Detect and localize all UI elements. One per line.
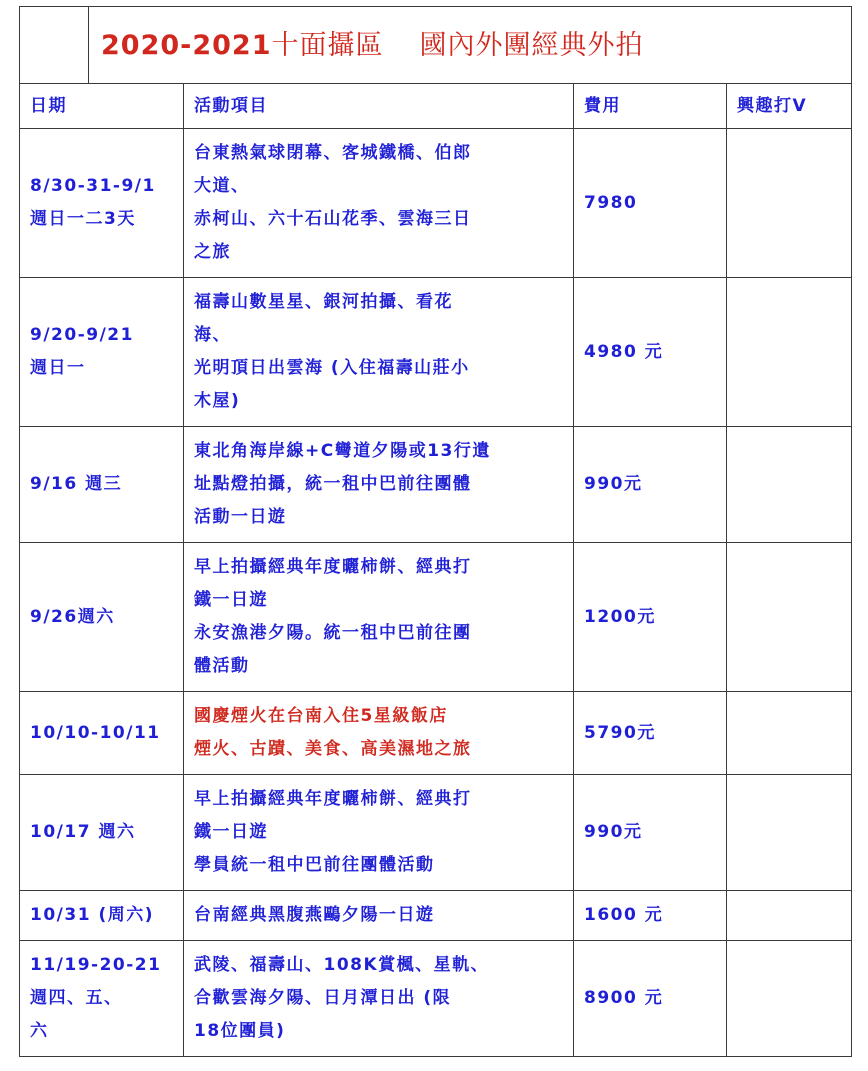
- interest-cell[interactable]: [727, 427, 852, 543]
- activity-line: 鐵一日遊: [194, 590, 268, 610]
- activity-cell: [184, 543, 574, 692]
- fee-cell: 990元: [574, 427, 727, 543]
- activity-line: 活動一日遊: [194, 507, 287, 527]
- date-cell: [20, 941, 184, 1057]
- date-line: 9/16 週三: [30, 474, 123, 494]
- activity-cell: [184, 775, 574, 891]
- table-row: [20, 941, 852, 1057]
- date-line: 10/17 週六: [30, 822, 136, 842]
- date-line: 10/31 (周六): [30, 905, 154, 925]
- interest-cell[interactable]: [727, 941, 852, 1057]
- date-cell: [20, 427, 184, 543]
- date-line: 六: [30, 1021, 49, 1041]
- table-row: [20, 692, 852, 775]
- activity-cell: [184, 891, 574, 941]
- date-line: 週日一: [30, 358, 86, 378]
- activity-line: 早上拍攝經典年度曬柿餅、經典打: [194, 557, 472, 577]
- activity-line: 體活動: [194, 656, 250, 676]
- fee-cell: 1600 元: [574, 891, 727, 941]
- date-cell: [20, 891, 184, 941]
- fee-cell: 5790元: [574, 692, 727, 775]
- header-date: 日期: [20, 84, 184, 129]
- header-row: [20, 84, 852, 129]
- activity-line: 福壽山數星星、銀河拍攝、看花: [194, 292, 453, 312]
- activity-line: 學員統一租中巴前往團體活動: [194, 855, 435, 875]
- activity-line: 木屋): [194, 391, 241, 411]
- table-row: [20, 129, 852, 278]
- activity-line: 煙火、古蹟、美食、高美濕地之旅: [194, 739, 472, 759]
- fee-cell: 4980 元: [574, 278, 727, 427]
- date-line: 9/20-9/21: [30, 325, 134, 345]
- date-line: 週四、五、: [30, 988, 123, 1008]
- activity-line: 大道、: [194, 176, 250, 196]
- activity-line: 之旅: [194, 242, 231, 262]
- fee-cell: 1200元: [574, 543, 727, 692]
- title-row: [20, 7, 852, 84]
- activity-line: 光明頂日出雲海 (入住福壽山莊小: [194, 358, 470, 378]
- title-name: 十面攝區: [271, 29, 384, 61]
- fee-cell: 990元: [574, 775, 727, 891]
- activity-line: 早上拍攝經典年度曬柿餅、經典打: [194, 789, 472, 809]
- activity-cell: [184, 278, 574, 427]
- activity-cell: [184, 692, 574, 775]
- date-cell: [20, 775, 184, 891]
- activity-line: 海、: [194, 325, 231, 345]
- fee-cell: 8900 元: [574, 941, 727, 1057]
- date-cell: [20, 692, 184, 775]
- activity-line: 台南經典黑腹燕鷗夕陽一日遊: [194, 905, 435, 925]
- interest-cell[interactable]: [727, 129, 852, 278]
- interest-cell[interactable]: [727, 543, 852, 692]
- activity-line: 台東熱氣球閉幕、客城鐵橋、伯郎: [194, 143, 472, 163]
- table-row: [20, 278, 852, 427]
- header-activity: 活動項目: [184, 84, 574, 129]
- date-line: 8/30-31-9/1: [30, 176, 156, 196]
- activity-cell: [184, 129, 574, 278]
- activity-line: 合歡雲海夕陽、日月潭日出 (限: [194, 988, 452, 1008]
- fee-cell: 7980: [574, 129, 727, 278]
- date-cell: [20, 129, 184, 278]
- interest-cell[interactable]: [727, 692, 852, 775]
- activity-line: 國慶煙火在台南入住5星級飯店: [194, 706, 448, 726]
- date-line: 9/26週六: [30, 606, 115, 627]
- interest-cell[interactable]: [727, 775, 852, 891]
- activity-cell: [184, 941, 574, 1057]
- table-row: [20, 427, 852, 543]
- activity-line: 址點燈拍攝，統一租中巴前往團體: [194, 474, 472, 494]
- activity-line: 東北角海岸線+C彎道夕陽或13行遺: [194, 441, 491, 461]
- date-line: 10/10-10/11: [30, 722, 161, 743]
- schedule-table: [19, 6, 852, 1057]
- date-line: 週日一二3天: [30, 209, 136, 229]
- title-blank-cell: [20, 7, 89, 84]
- title-subtitle: 國內外團經典外拍: [419, 29, 644, 61]
- activity-cell: [184, 427, 574, 543]
- title-year: 2020-2021: [101, 29, 272, 61]
- activity-line: 鐵一日遊: [194, 822, 268, 842]
- table-row: [20, 775, 852, 891]
- date-cell: [20, 543, 184, 692]
- table-row: [20, 543, 852, 692]
- interest-cell[interactable]: [727, 278, 852, 427]
- activity-line: 永安漁港夕陽。統一租中巴前往團: [194, 623, 472, 643]
- activity-line: 18位團員): [194, 1021, 286, 1041]
- activity-line: 武陵、福壽山、108K賞楓、星軌、: [194, 955, 490, 975]
- table-row: [20, 891, 852, 941]
- header-interest: 興趣打V: [727, 84, 852, 129]
- date-cell: [20, 278, 184, 427]
- interest-cell[interactable]: [727, 891, 852, 941]
- date-line: 11/19-20-21: [30, 955, 162, 975]
- page-title: [89, 7, 852, 84]
- activity-line: 赤柯山、六十石山花季、雲海三日: [194, 209, 472, 229]
- header-fee: 費用: [574, 84, 727, 129]
